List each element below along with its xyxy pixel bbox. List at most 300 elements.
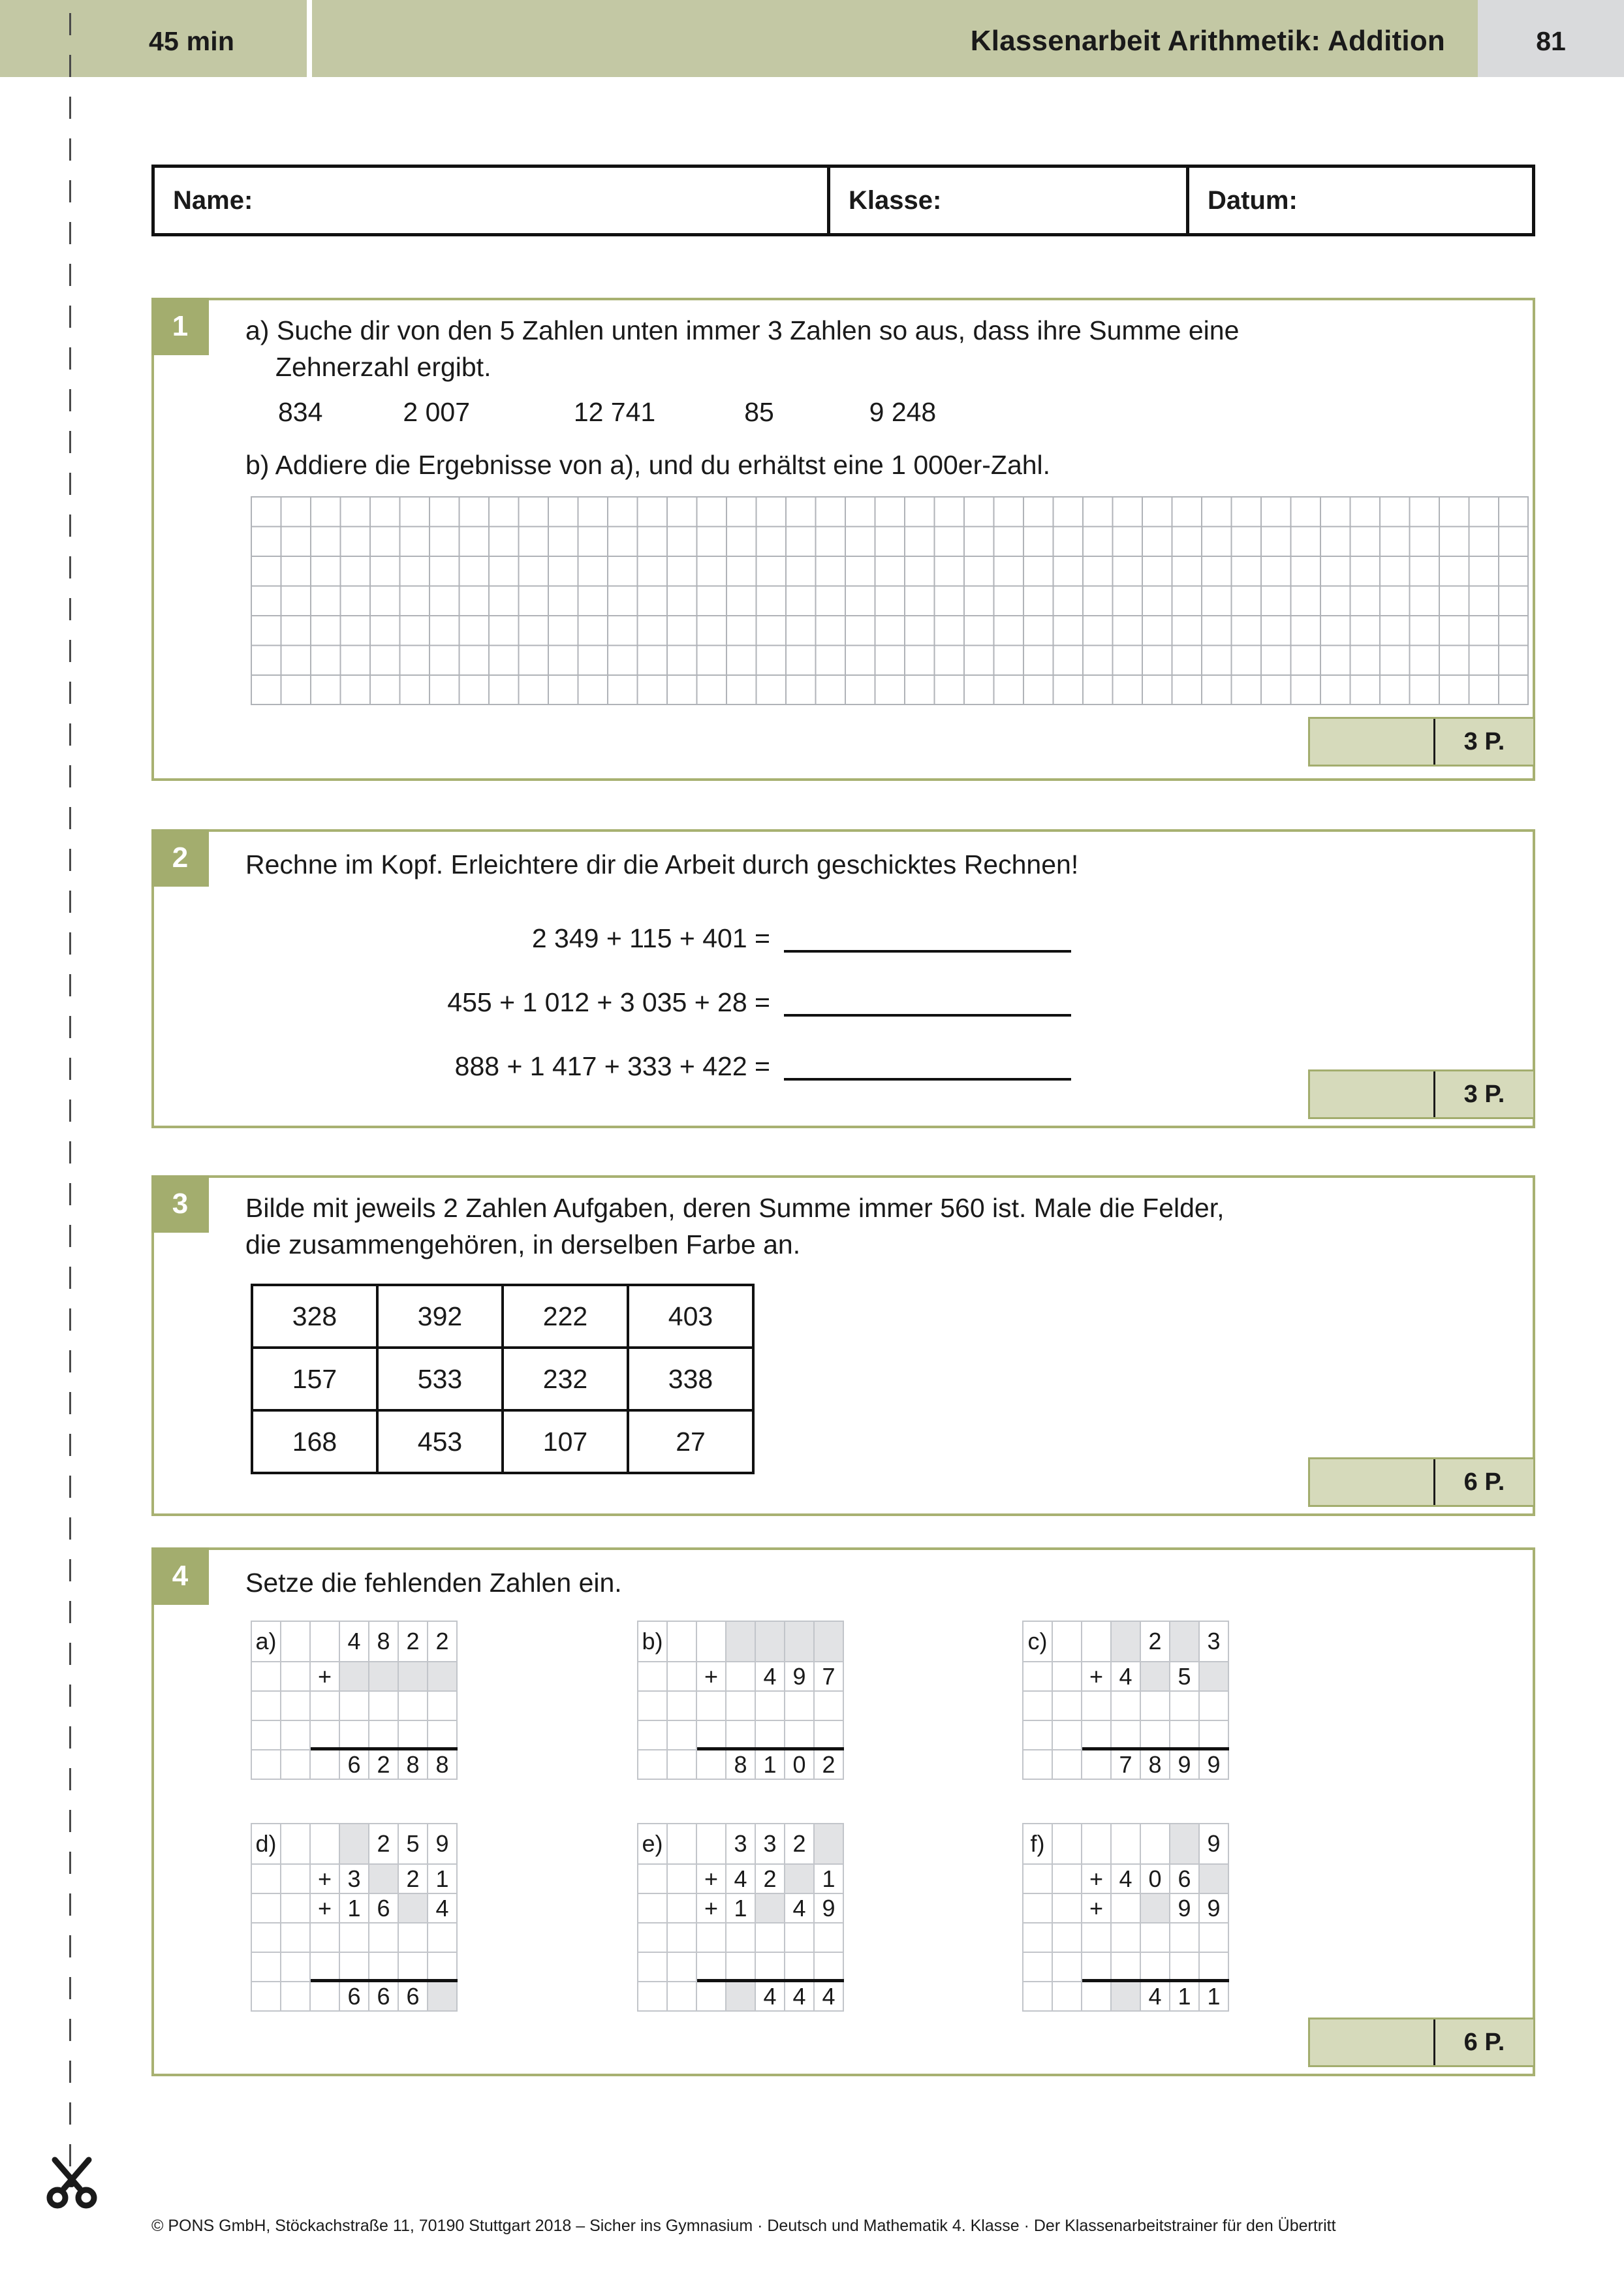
addition-grid-cell: + bbox=[696, 1893, 726, 1923]
equation-1-answer-line[interactable] bbox=[784, 924, 1071, 953]
addition-grid-cell bbox=[1023, 1982, 1052, 2011]
addition-grid-d[interactable] bbox=[251, 1823, 458, 2012]
exercise-1-number-list bbox=[278, 397, 936, 428]
addition-grid-cell bbox=[251, 1691, 281, 1720]
addition-grid-cell bbox=[638, 1893, 667, 1923]
addition-grid-cell bbox=[1140, 1720, 1170, 1750]
addition-grid-cell bbox=[1140, 1923, 1170, 1952]
addition-grid-cell: 6 bbox=[369, 1893, 398, 1923]
addition-grid-cell bbox=[1052, 1824, 1082, 1864]
addition-grid-cell bbox=[1140, 1691, 1170, 1720]
addition-grid-row bbox=[1023, 1621, 1228, 1662]
addition-grid-cell: 4 bbox=[1140, 1982, 1170, 2011]
addition-grid-blank-cell[interactable] bbox=[398, 1662, 428, 1691]
addition-grid-cell bbox=[1140, 1824, 1170, 1864]
addition-grid-cell: + bbox=[310, 1864, 339, 1893]
date-label: Datum: bbox=[1208, 185, 1298, 215]
page-header bbox=[0, 0, 1624, 77]
addition-grid-blank-cell[interactable] bbox=[339, 1824, 369, 1864]
addition-grid-cell bbox=[310, 1720, 339, 1750]
addition-grid-cell bbox=[726, 1691, 755, 1720]
addition-grid-cell bbox=[428, 1720, 457, 1750]
addition-grid-cell: 4 bbox=[428, 1893, 457, 1923]
addition-grid-cell bbox=[1199, 1923, 1228, 1952]
addition-grid-cell: 2 bbox=[369, 1750, 398, 1779]
addition-grid-blank-cell[interactable] bbox=[814, 1824, 843, 1864]
addition-grid-cell: + bbox=[1082, 1662, 1111, 1691]
addition-grid-blank-cell[interactable] bbox=[726, 1621, 755, 1662]
addition-grid-cell bbox=[1023, 1952, 1052, 1982]
addition-grid-cell: 0 bbox=[785, 1750, 814, 1779]
exercise-1-text-a: a) Suche dir von den 5 Zahlen unten immer 3 Zahlen so aus, dass ihre Summe eine bbox=[245, 315, 1240, 345]
exercise-1 bbox=[151, 298, 1535, 781]
addition-grid-cell: 7 bbox=[814, 1662, 843, 1691]
addition-grid-cell bbox=[1111, 1923, 1140, 1952]
table-cell[interactable]: 232 bbox=[503, 1348, 628, 1410]
addition-grid-row bbox=[638, 1720, 843, 1750]
addition-grid-cell: 8 bbox=[726, 1750, 755, 1779]
addition-grid-cell bbox=[428, 1923, 457, 1952]
addition-grid-c[interactable] bbox=[1022, 1621, 1229, 1780]
table-cell[interactable]: 107 bbox=[503, 1410, 628, 1473]
addition-grid-row bbox=[251, 1662, 457, 1691]
addition-grid-cell bbox=[1052, 1621, 1082, 1662]
class-field[interactable] bbox=[830, 168, 1189, 233]
addition-grid-cell: + bbox=[696, 1864, 726, 1893]
addition-grid-row bbox=[1023, 1691, 1228, 1720]
addition-grid-cell bbox=[428, 1952, 457, 1982]
addition-grid-cell bbox=[667, 1864, 696, 1893]
addition-grid-table bbox=[1022, 1823, 1229, 2012]
addition-grid-cell bbox=[310, 1621, 339, 1662]
addition-grid-cell bbox=[1199, 1720, 1228, 1750]
exercise-2-points bbox=[1308, 1069, 1535, 1119]
addition-grid-row bbox=[638, 1982, 843, 2011]
time-limit-label: 45 min bbox=[149, 26, 235, 56]
addition-grid-blank-cell[interactable] bbox=[755, 1893, 785, 1923]
table-cell[interactable]: 168 bbox=[252, 1410, 377, 1473]
table-cell[interactable]: 338 bbox=[628, 1348, 753, 1410]
addition-grid-row bbox=[1023, 1720, 1228, 1750]
addition-grid-row bbox=[638, 1923, 843, 1952]
exercise-2-equation-row-1 bbox=[313, 923, 1071, 954]
addition-grid-cell bbox=[726, 1720, 755, 1750]
table-cell[interactable]: 533 bbox=[377, 1348, 503, 1410]
addition-grid-row bbox=[251, 1952, 457, 1982]
addition-grid-cell bbox=[369, 1952, 398, 1982]
table-cell[interactable]: 27 bbox=[628, 1410, 753, 1473]
addition-grid-cell bbox=[1082, 1750, 1111, 1779]
addition-grid-cell bbox=[1111, 1824, 1140, 1864]
addition-grid-cell: 1 bbox=[814, 1864, 843, 1893]
addition-grid-cell bbox=[814, 1691, 843, 1720]
addition-grid-cell bbox=[1082, 1691, 1111, 1720]
addition-grid-cell: f) bbox=[1023, 1824, 1052, 1864]
addition-grid-cell bbox=[1111, 1720, 1140, 1750]
addition-grid-cell bbox=[696, 1952, 726, 1982]
addition-grid-cell bbox=[339, 1720, 369, 1750]
addition-grid-blank-cell[interactable] bbox=[785, 1864, 814, 1893]
header-title-band bbox=[312, 0, 1478, 77]
addition-grid-cell bbox=[696, 1982, 726, 2011]
addition-grid-cell: 4 bbox=[755, 1982, 785, 2011]
exercise-4-points-value: 6 P. bbox=[1463, 2028, 1505, 2056]
addition-grid-cell bbox=[339, 1923, 369, 1952]
addition-grid-blank-cell[interactable] bbox=[1170, 1621, 1199, 1662]
addition-grid-cell bbox=[1170, 1952, 1199, 1982]
addition-grid-cell: 9 bbox=[428, 1824, 457, 1864]
addition-grid-cell bbox=[1082, 1621, 1111, 1662]
addition-grid-cell bbox=[755, 1923, 785, 1952]
addition-grid-row bbox=[638, 1691, 843, 1720]
scissors-icon bbox=[39, 2148, 104, 2213]
addition-grid-blank-cell[interactable] bbox=[785, 1621, 814, 1662]
addition-grid-cell: 8 bbox=[428, 1750, 457, 1779]
addition-grid-blank-cell[interactable] bbox=[369, 1662, 398, 1691]
addition-grid-cell: 0 bbox=[1140, 1864, 1170, 1893]
addition-grid-cell bbox=[1111, 1691, 1140, 1720]
addition-grid-cell: 9 bbox=[1199, 1750, 1228, 1779]
addition-grid-cell: 9 bbox=[785, 1662, 814, 1691]
addition-grid-cell bbox=[1170, 1691, 1199, 1720]
addition-grid-cell: 1 bbox=[1170, 1982, 1199, 2011]
addition-grid-cell bbox=[667, 1662, 696, 1691]
addition-grid-cell bbox=[1023, 1662, 1052, 1691]
addition-grid-cell: 4 bbox=[785, 1982, 814, 2011]
addition-grid-cell bbox=[398, 1952, 428, 1982]
exercise-1-squared-paper[interactable] bbox=[251, 496, 1529, 705]
header-page-tab bbox=[1478, 0, 1624, 77]
table-cell[interactable]: 392 bbox=[377, 1285, 503, 1348]
addition-grid-cell bbox=[251, 1750, 281, 1779]
addition-grid-cell: 1 bbox=[755, 1750, 785, 1779]
addition-grid-cell: 1 bbox=[726, 1893, 755, 1923]
addition-grid-table bbox=[251, 1621, 458, 1780]
addition-grid-cell bbox=[667, 1691, 696, 1720]
addition-grid-row bbox=[1023, 1864, 1228, 1893]
addition-grid-cell bbox=[1052, 1720, 1082, 1750]
exercise-2-text: Rechne im Kopf. Erleichtere dir die Arbeit durch geschicktes Rechnen! bbox=[245, 849, 1079, 879]
addition-grid-blank-cell[interactable] bbox=[755, 1621, 785, 1662]
addition-grid-b[interactable] bbox=[637, 1621, 844, 1780]
addition-grid-cell: 4 bbox=[1111, 1662, 1140, 1691]
addition-grid-cell bbox=[398, 1923, 428, 1952]
addition-grid-cell bbox=[339, 1952, 369, 1982]
addition-grid-cell: + bbox=[310, 1893, 339, 1923]
exercise-2 bbox=[151, 829, 1535, 1128]
addition-grid-blank-cell[interactable] bbox=[428, 1982, 457, 2011]
addition-grid-cell: 3 bbox=[1199, 1621, 1228, 1662]
equation-1-terms: 2 349 + 115 + 401 = bbox=[531, 923, 770, 953]
addition-grid-row bbox=[638, 1952, 843, 1982]
exercise-1-points-value: 3 P. bbox=[1463, 727, 1505, 755]
addition-grid-a[interactable] bbox=[251, 1621, 458, 1780]
addition-grid-row bbox=[1023, 1982, 1228, 2011]
addition-grid-row bbox=[638, 1750, 843, 1779]
addition-grid-cell bbox=[251, 1662, 281, 1691]
exercise-3-number: 3 bbox=[151, 1175, 209, 1233]
addition-grid-cell: 8 bbox=[1140, 1750, 1170, 1779]
addition-grid-cell bbox=[638, 1720, 667, 1750]
addition-grid-table bbox=[251, 1823, 458, 2012]
addition-grid-cell: 4 bbox=[785, 1893, 814, 1923]
addition-grid-cell bbox=[1199, 1952, 1228, 1982]
addition-grid-cell: 2 bbox=[369, 1824, 398, 1864]
exercise-3 bbox=[151, 1175, 1535, 1516]
addition-grid-cell bbox=[667, 1824, 696, 1864]
addition-grid-cell bbox=[785, 1923, 814, 1952]
page-title: Klassenarbeit Arithmetik: Addition bbox=[970, 25, 1445, 57]
addition-grid-cell bbox=[638, 1691, 667, 1720]
addition-grid-cell bbox=[667, 1893, 696, 1923]
addition-grid-cell bbox=[1023, 1864, 1052, 1893]
addition-grid-cell bbox=[638, 1662, 667, 1691]
addition-grid-cell bbox=[785, 1720, 814, 1750]
addition-grid-cell bbox=[1111, 1893, 1140, 1923]
addition-grid-cell: d) bbox=[251, 1824, 281, 1864]
addition-grid-cell bbox=[251, 1720, 281, 1750]
addition-grid-cell: 6 bbox=[339, 1982, 369, 2011]
addition-grid-cell bbox=[1082, 1720, 1111, 1750]
name-label: Name: bbox=[173, 185, 253, 215]
addition-grid-cell: + bbox=[310, 1662, 339, 1691]
addition-grid-cell bbox=[726, 1952, 755, 1982]
addition-grid-cell bbox=[281, 1824, 310, 1864]
addition-grid-blank-cell[interactable] bbox=[1140, 1662, 1170, 1691]
exercise-2-number: 2 bbox=[151, 829, 209, 887]
addition-grid-row bbox=[251, 1982, 457, 2011]
addition-grid-cell: 2 bbox=[398, 1621, 428, 1662]
addition-grid-cell: 6 bbox=[398, 1982, 428, 2011]
addition-grid-cell bbox=[638, 1750, 667, 1779]
table-row bbox=[252, 1348, 753, 1410]
addition-grid-cell bbox=[251, 1893, 281, 1923]
addition-grid-cell bbox=[1082, 1923, 1111, 1952]
addition-grid-cell: 2 bbox=[814, 1750, 843, 1779]
addition-grid-cell bbox=[696, 1691, 726, 1720]
addition-grid-cell: 2 bbox=[755, 1864, 785, 1893]
addition-grid-cell bbox=[281, 1720, 310, 1750]
exercise-4-text: Setze die fehlenden Zahlen ein. bbox=[245, 1568, 622, 1598]
addition-grid-cell bbox=[1140, 1952, 1170, 1982]
addition-grid-cell bbox=[1023, 1893, 1052, 1923]
addition-grid-cell bbox=[667, 1952, 696, 1982]
addition-grid-cell: + bbox=[1082, 1893, 1111, 1923]
addition-grid-cell: 2 bbox=[398, 1864, 428, 1893]
exercise-1-number: 1 bbox=[151, 298, 209, 355]
addition-grid-cell bbox=[1023, 1923, 1052, 1952]
addition-grid-cell bbox=[1111, 1952, 1140, 1982]
exercise-1-points bbox=[1308, 717, 1535, 767]
addition-grid-cell bbox=[251, 1952, 281, 1982]
addition-grid-row bbox=[638, 1662, 843, 1691]
addition-grid-row bbox=[1023, 1952, 1228, 1982]
table-cell[interactable]: 403 bbox=[628, 1285, 753, 1348]
addition-grid-cell bbox=[667, 1982, 696, 2011]
addition-grid-cell: + bbox=[1082, 1864, 1111, 1893]
addition-grid-cell bbox=[814, 1720, 843, 1750]
addition-grid-cell bbox=[310, 1952, 339, 1982]
addition-grid-cell: 9 bbox=[814, 1893, 843, 1923]
addition-grid-blank-cell[interactable] bbox=[1170, 1824, 1199, 1864]
addition-grid-cell bbox=[1082, 1982, 1111, 2011]
exercise-2-points-value: 3 P. bbox=[1463, 1080, 1505, 1108]
addition-grid-blank-cell[interactable] bbox=[726, 1982, 755, 2011]
addition-grid-row bbox=[1023, 1824, 1228, 1864]
addition-grid-cell: a) bbox=[251, 1621, 281, 1662]
addition-grid-row bbox=[1023, 1893, 1228, 1923]
addition-grid-cell bbox=[1082, 1824, 1111, 1864]
addition-grid-row bbox=[251, 1864, 457, 1893]
addition-grid-cell bbox=[755, 1720, 785, 1750]
addition-grid-cell: 8 bbox=[398, 1750, 428, 1779]
table-cell[interactable]: 328 bbox=[252, 1285, 377, 1348]
addition-grid-blank-cell[interactable] bbox=[398, 1893, 428, 1923]
addition-grid-cell: 4 bbox=[755, 1662, 785, 1691]
addition-grid-cell: 9 bbox=[1199, 1893, 1228, 1923]
addition-grid-cell bbox=[696, 1824, 726, 1864]
addition-grid-row bbox=[251, 1691, 457, 1720]
exercise-3-text-line1: Bilde mit jeweils 2 Zahlen Aufgaben, deren Summe immer 560 ist. Male die Felder, bbox=[245, 1193, 1225, 1223]
addition-grid-cell: 6 bbox=[339, 1750, 369, 1779]
addition-grid-cell bbox=[310, 1923, 339, 1952]
addition-grid-cell bbox=[667, 1750, 696, 1779]
addition-grid-cell: 5 bbox=[398, 1824, 428, 1864]
addition-grid-cell: 3 bbox=[755, 1824, 785, 1864]
addition-grid-blank-cell[interactable] bbox=[339, 1662, 369, 1691]
addition-grid-cell bbox=[696, 1750, 726, 1779]
addition-grid-f[interactable] bbox=[1022, 1823, 1229, 2012]
addition-grid-cell: 9 bbox=[1170, 1893, 1199, 1923]
addition-grid-cell bbox=[1052, 1750, 1082, 1779]
number-item-5: 9 248 bbox=[869, 397, 937, 427]
addition-grid-blank-cell[interactable] bbox=[1140, 1893, 1170, 1923]
addition-grid-cell bbox=[310, 1750, 339, 1779]
addition-grid-blank-cell[interactable] bbox=[1111, 1621, 1140, 1662]
table-row bbox=[252, 1410, 753, 1473]
addition-grid-cell bbox=[1023, 1720, 1052, 1750]
number-item-4: 85 bbox=[744, 397, 774, 427]
addition-grid-row bbox=[251, 1750, 457, 1779]
exercise-4 bbox=[151, 1547, 1535, 2076]
addition-grid-blank-cell[interactable] bbox=[814, 1621, 843, 1662]
exercise-4-number: 4 bbox=[151, 1547, 209, 1605]
table-cell[interactable]: 222 bbox=[503, 1285, 628, 1348]
addition-grid-cell bbox=[369, 1720, 398, 1750]
addition-grid-blank-cell[interactable] bbox=[1199, 1864, 1228, 1893]
addition-grid-blank-cell[interactable] bbox=[369, 1864, 398, 1893]
addition-grid-cell: 4 bbox=[814, 1982, 843, 2011]
addition-grid-row bbox=[1023, 1662, 1228, 1691]
addition-grid-cell bbox=[1052, 1691, 1082, 1720]
cut-dashed-line bbox=[69, 13, 71, 2187]
addition-grid-cell: 6 bbox=[1170, 1864, 1199, 1893]
addition-grid-blank-cell[interactable] bbox=[1199, 1662, 1228, 1691]
addition-grid-cell bbox=[281, 1750, 310, 1779]
addition-grid-row bbox=[251, 1621, 457, 1662]
addition-grid-e[interactable] bbox=[637, 1823, 844, 2012]
exercise-1-text-a-cont: Zehnerzahl ergibt. bbox=[275, 352, 492, 382]
addition-grid-cell bbox=[281, 1864, 310, 1893]
number-item-1: 834 bbox=[278, 397, 323, 427]
equation-3-answer-line[interactable] bbox=[784, 1052, 1071, 1081]
table-cell[interactable]: 157 bbox=[252, 1348, 377, 1410]
addition-grid-cell: 1 bbox=[428, 1864, 457, 1893]
name-field[interactable] bbox=[155, 168, 830, 233]
addition-grid-cell bbox=[1052, 1662, 1082, 1691]
addition-grid-cell bbox=[1052, 1923, 1082, 1952]
addition-grid-cell bbox=[638, 1923, 667, 1952]
class-label: Klasse: bbox=[849, 185, 942, 215]
exercise-3-points bbox=[1308, 1457, 1535, 1507]
addition-grid-cell: c) bbox=[1023, 1621, 1052, 1662]
addition-grid-cell bbox=[281, 1662, 310, 1691]
addition-grid-row bbox=[638, 1621, 843, 1662]
addition-grid-cell bbox=[814, 1952, 843, 1982]
addition-grid-blank-cell[interactable] bbox=[1111, 1982, 1140, 2011]
addition-grid-table bbox=[1022, 1621, 1229, 1780]
exercise-1-text-b: b) Addiere die Ergebnisse von a), und du erhältst eine 1 000er-Zahl. bbox=[245, 450, 1051, 480]
exercise-2-equation-row-3 bbox=[313, 1051, 1071, 1082]
addition-grid-cell bbox=[667, 1621, 696, 1662]
addition-grid-row bbox=[251, 1923, 457, 1952]
addition-grid-blank-cell[interactable] bbox=[428, 1662, 457, 1691]
addition-grid-cell: 8 bbox=[369, 1621, 398, 1662]
addition-grid-cell bbox=[428, 1691, 457, 1720]
addition-grid-cell: 4 bbox=[726, 1864, 755, 1893]
page-number: 81 bbox=[1536, 26, 1566, 56]
addition-grid-cell bbox=[1082, 1952, 1111, 1982]
addition-grid-cell: b) bbox=[638, 1621, 667, 1662]
exercise-2-equation-row-2 bbox=[313, 987, 1071, 1018]
addition-grid-cell bbox=[281, 1893, 310, 1923]
addition-grid-cell bbox=[814, 1923, 843, 1952]
addition-grid-cell bbox=[726, 1923, 755, 1952]
addition-grid-table bbox=[637, 1823, 844, 2012]
addition-grid-row bbox=[1023, 1750, 1228, 1779]
addition-grid-cell bbox=[1052, 1982, 1082, 2011]
exercise-4-points bbox=[1308, 2018, 1535, 2067]
addition-grid-cell: 9 bbox=[1170, 1750, 1199, 1779]
date-field[interactable] bbox=[1189, 168, 1532, 233]
addition-grid-cell bbox=[726, 1662, 755, 1691]
addition-grid-cell: 2 bbox=[785, 1824, 814, 1864]
addition-grid-cell: 4 bbox=[339, 1621, 369, 1662]
copyright-footer: © PONS GmbH, Stöckachstraße 11, 70190 Stuttgart 2018 – Sicher ins Gymnasium · Deutsch und Mathematik 4. Klasse · Der Klassenarbeitstrainer für den Übertritt bbox=[151, 2217, 1336, 2235]
addition-grid-cell: 2 bbox=[428, 1621, 457, 1662]
addition-grid-cell: 1 bbox=[1199, 1982, 1228, 2011]
addition-grid-cell bbox=[369, 1923, 398, 1952]
addition-grid-cell bbox=[398, 1691, 428, 1720]
addition-grid-cell bbox=[281, 1621, 310, 1662]
addition-grid-cell bbox=[667, 1720, 696, 1750]
addition-grid-cell bbox=[1052, 1893, 1082, 1923]
addition-grid-row bbox=[638, 1824, 843, 1864]
number-item-3: 12 741 bbox=[573, 397, 656, 427]
table-cell[interactable]: 453 bbox=[377, 1410, 503, 1473]
addition-grid-cell: e) bbox=[638, 1824, 667, 1864]
addition-grid-cell bbox=[696, 1720, 726, 1750]
addition-grid-cell: 5 bbox=[1170, 1662, 1199, 1691]
addition-grid-cell: 7 bbox=[1111, 1750, 1140, 1779]
addition-grid-cell bbox=[755, 1691, 785, 1720]
addition-grid-cell bbox=[638, 1952, 667, 1982]
addition-grid-cell bbox=[281, 1923, 310, 1952]
addition-grid-cell bbox=[696, 1923, 726, 1952]
addition-grid-cell bbox=[251, 1864, 281, 1893]
addition-grid-cell bbox=[251, 1982, 281, 2011]
equation-2-answer-line[interactable] bbox=[784, 988, 1071, 1017]
